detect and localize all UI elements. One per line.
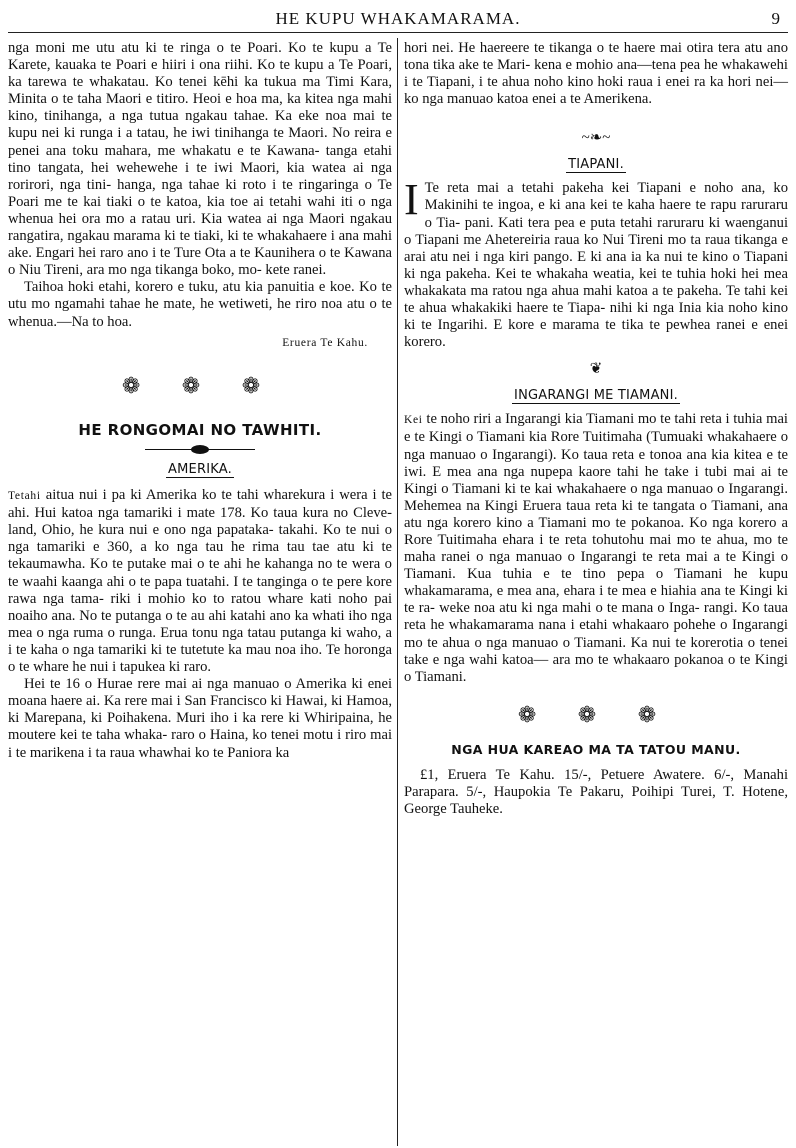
amerika-heading: AMERIKA. [168, 462, 232, 478]
swash-ornament-1: ~❧~ [581, 130, 611, 147]
tiapani-paragraph: I Te reta mai a tetahi pakeha kei Tiapani e noho ana, ko Makinihi te ingoa, e ki ana kei te kaha haere te rapu raruraru o Tia- pani. Kati tera pea e puta tetahi raruraru ki waenganui o Tiapani me Ahetereiria raua ko Nui Tireni mo ta raua tikanga e arai atu nei i nga kiri pango. E ki ana ia ka nui te kino o Tiapani ki nga pakeha. Kei te whakaha weatia, kei te tuhia hoki hei mea whakakata ma ratou nga ahua mahi katoa a te pakeha. Te tahi kei te ahua whakakiki haere te Tiapa- nihi ki nga Inia kia noho kino ki te Ingarihi. E kore e marama te tika te pewhea ranei e enei korero. [404, 175, 789, 351]
letter-continuation [8, 40, 392, 349]
letter-signature: Eruera Te Kahu. [282, 336, 368, 349]
section-rule [145, 449, 255, 451]
page-header [8, 6, 788, 33]
letter-paragraph-1: nga moni me utu atu ki te ringa o te Poari. Ko te kupu a Te Karete, kauaka te Poari e hiiri i ona riihi. Ko te kupu a Te Poari, ka tarewa te whakatau. Ko tenei kēhi ka tukua ma Timi Kara, Minita o te taha Maori e titiro. Heoi e hoa ma, ka kitea nga mahi kino, tinihanga, a nga tutua ngakau tahae. Ka eke noa mai te kupu nei ki runga i a tatau, he iwi tinihanga te Maori. No reira e penei ana toku mahara, me whakatu e te Kawana- tanga etahi tino tangata, hei wehewehe i te iwi Maori, kia watea ai nga rorirori, nga tini- hanga, nga tahae ki roto i te ringaringa o Te Poari me te kai tiaki o te katoa, kia toe ai tetahi wahi iti o nga whenua hei ora mo a ratau uri. Kia watea ai nga Maori ngakau rangatira, ngakau marama ki te tiaki, ki te whakahaere i ana mahi ake. Engari hei raro ano i te Ture Ota a te Kaunihera o te Kawana o Niu Tireni, ara mo nga tikanga boko, mo- kete ranei. [8, 40, 392, 279]
running-title: HE KUPU WHAKAMARAMA. [275, 9, 521, 28]
hua-kareao-paragraph: £1, Eruera Te Kahu. 15/-, Petuere Awatere. 6/-, Manahi Parapara. 5/-, Haupokia Te Pakaru, Poihipi Turei, T. Hotene, George Tauheke. [404, 766, 788, 817]
ingarangi-heading: INGARANGI ME TIAMANI. [514, 388, 678, 404]
tiapani-heading: TIAPANI. [568, 157, 624, 173]
flower-ornament-right: ❁ ❁ ❁ [517, 701, 675, 727]
column-divider [397, 38, 398, 1146]
flower-ornament-left: ❁ ❁ ❁ [121, 372, 279, 398]
amerika-paragraph-1: Tetahi aitua nui i pa ki Amerika ko te tahi wharekura i wera i te ahi. Hui katoa nga tamariki i mate 178. Ko taua kura no Cleve- land, Ohio, he kura nui e ono nga papataka- takahi. Ko te nui o nga tamariki e 360, a ko nga tau he rima tau tae atu ki te tekaumawha. Ko te putake mai o te ahi he kahanga no te wera o te waahi kaanga ahi o te papa tuatahi. I te tanginga o te pere kore rawa nga tama- riki i mohio ko to ratou whare kati noho pai noaiho ana. No te putanga o te au ahi katahi ano ka whati iho nga mea o nga ruma o runga. Erua tonu nga tatau putanga ki waho, a i te kaha o nga tamariki ki te tutetute ka mau noa iho. Te horonga o te whare he nui i tapukea ki raro. [8, 487, 393, 676]
right-column [404, 40, 788, 1148]
hua-kareao-list [404, 767, 788, 818]
section-title: HE RONGOMAI NO TAWHITI. [78, 420, 322, 439]
ingarangi-paragraph: Kei te noho riri a Ingarangi kia Tiamani mo te tahi reta i tuhia mai e te Kingi o Tiamani kia Rore Tuitimaha (Tumuaki whakahaere o nga manuao o Ingarangi). Ko taua reta e tonoa ana kia kitea e te iwi. E mea ana nga nupepa kaore tahi he take i tubi mai ai te Kingi o Tiamani ki te kai whakahaere o nga manuao o Ingarangi. Mehemea na Kingi Eruera taua reta ki te tangata o Tiamani, ana atu nga korero kino a Tiamani mo te pokanoa. Ko nga korero a Rore Tuitimaha ehara i te reta tohutohu mai mo te ahua, mo te maha ranei o nga manuao o Ingarangi te reta mai a te Kingi o Tiamani. Kua tuhia e te tino pepa o Tiamani he kupu whakamarama, e mea ana, ehara i te mea e hiahia ana te Kingi ki te ra- weke noa atu ki nga mahi o te mana o Inga- rangi. Ko taua reta he whakamarama nana i etahi whakaaro pohehe o Ingarangi mo te ahua o nga manuao o Tiamani. Ka nui te korerotia o tenei take e nga wahi katoa— ara mo te whakaaro pokanoa o te Kingi o Tiamani. [404, 411, 789, 685]
amerika-paragraph-2: Hei te 16 o Hurae rere mai ai nga manuao o Amerika ki enei moana haere ai. Ka rere mai i San Francisco ki Hawai, ki Hamoa, ki Marepana, ki Poihakena. Muri iho i ka rere ki Whiripaina, he moutere kei te taha whaka- raro o Haina, ko tenei motu i riro mai i te marikena i ta raua whawhai ko te Paniora ka [8, 676, 392, 761]
swash-ornament-2: ❦ [589, 361, 603, 378]
amerika-continuation: hori nei. He haereere te tikanga o te haere mai otira tera atu ano tona tika ake te Mari- kena e mohio ana—tena pea he whakawehi i te Tiapani, i te ahua noho kino hoki raua i enei ra ka hori nei—ko nga manuao katoa enei a te Amerikena. [404, 40, 788, 108]
left-column [8, 40, 392, 1148]
page-number: 9 [771, 9, 780, 28]
drop-cap: I [404, 175, 419, 225]
letter-paragraph-2: Taihoa hoki etahi, korero e tuku, atu kia panuitia e koe. Ko te utu mo ngamahi tahae he mate, he wetiweti, he riro noa atu o te whenua.—Na to hoa. [8, 279, 392, 330]
hua-kareao-heading: NGA HUA KAREAO MA TA TATOU MANU. [451, 741, 741, 757]
